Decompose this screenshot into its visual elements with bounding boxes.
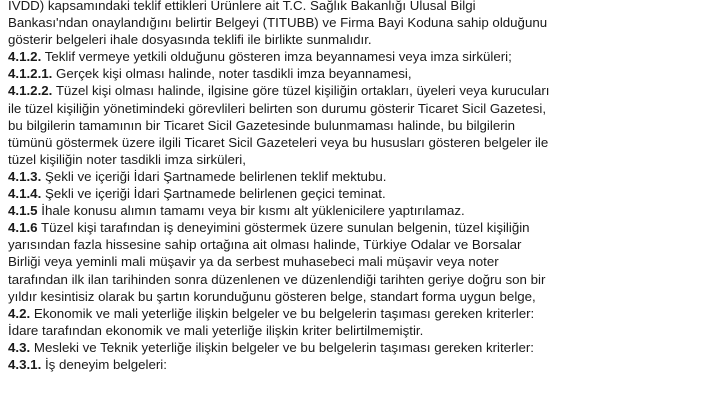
line-text: Ekonomik ve mali yeterliğe ilişkin belgeler ve bu belgelerin taşıması gereken kriterler:	[30, 305, 535, 321]
line-text: IVDD) kapsamındaki teklif ettikleri Ürünlere ait T.C. Sağlık Bakanlığı Ulusal Bilgi	[8, 0, 476, 13]
clause-number: 4.1.2.2.	[8, 83, 53, 99]
line-text: bu bilgilerin tamamının bir Ticaret Sicil Gazetesinde bulunmaması halinde, bu bilgilerin	[8, 117, 516, 133]
paragraph-line	[8, 65, 712, 82]
line-text: Bankası'ndan onaylandığını belirtir Belgeyi (TITUBB) ve Firma Bayi Koduna sahip olduğunu	[8, 15, 548, 31]
paragraph-line	[8, 134, 712, 151]
paragraph-line	[8, 185, 712, 202]
tender-specification-text	[8, 0, 712, 373]
line-text: yıldır kesintisiz olarak bu şartın korunduğunu gösteren belge, standart forma uygun belge,	[8, 288, 536, 304]
paragraph-line	[8, 151, 712, 168]
line-text: Şekli ve içeriği İdari Şartnamede belirlenen teklif mektubu.	[41, 168, 387, 184]
line-text: Tüzel kişi olması halinde, ilgisine göre tüzel kişiliğin ortakları, üyeleri veya kurucuları	[52, 83, 550, 99]
line-text: İhale konusu alımın tamamı veya bir kısmı alt yüklenicilere yaptırılamaz.	[37, 203, 465, 219]
line-text: Şekli ve içeriği İdari Şartnamede belirlenen geçici teminat.	[41, 186, 386, 202]
paragraph-line	[8, 339, 712, 356]
line-text: tüzel kişiliğin noter tasdikli imza sirküleri,	[8, 151, 246, 167]
paragraph-line	[8, 31, 712, 48]
line-text: tarafından ilk ilan tarihinden sonra düzenlenen ve düzenlendiği tarihten geriye doğru son bir	[8, 271, 546, 287]
paragraph-line	[8, 100, 712, 117]
paragraph-line	[8, 168, 712, 185]
paragraph-line	[8, 219, 712, 236]
line-text: İdare tarafından ekonomik ve mali yeterliğe ilişkin kriter belirtilmemiştir.	[8, 322, 424, 338]
line-text: İş deneyim belgeleri:	[41, 356, 167, 372]
paragraph-line	[8, 202, 712, 219]
clause-number: 4.1.3.	[8, 168, 42, 184]
line-text: Tüzel kişi tarafından iş deneyimini göstermek üzere sunulan belgenin, tüzel kişiliğin	[37, 220, 530, 236]
paragraph-line	[8, 288, 712, 305]
paragraph-line	[8, 236, 712, 253]
paragraph-line	[8, 271, 712, 288]
line-text: Mesleki ve Teknik yeterliğe ilişkin belgeler ve bu belgelerin taşıması gereken kriterler:	[30, 339, 534, 355]
paragraph-line	[8, 14, 712, 31]
clause-number: 4.1.2.1.	[8, 66, 53, 82]
clause-number: 4.2.	[8, 305, 31, 321]
line-text: tümünü göstermek üzere ilgili Ticaret Sicil Gazeteleri veya bu hususları gösteren belgeler ile	[8, 134, 549, 150]
paragraph-line	[8, 253, 712, 270]
line-text: Teklif vermeye yetkili olduğunu gösteren imza beyannamesi veya imza sirküleri;	[41, 49, 512, 65]
paragraph-line	[8, 48, 712, 65]
clause-number: 4.1.4.	[8, 186, 42, 202]
clause-number: 4.3.	[8, 339, 31, 355]
paragraph-line	[8, 117, 712, 134]
line-text: ile tüzel kişiliğin yönetimindeki görevlileri belirten son durumu gösterir Ticaret Sicil Gazetesi,	[8, 100, 547, 116]
paragraph-line	[8, 356, 712, 373]
paragraph-line	[8, 305, 712, 322]
paragraph-line	[8, 82, 712, 99]
line-text: Birliği veya yeminli mali müşavir ya da serbest muhasebeci mali müşavir veya noter	[8, 254, 499, 270]
clause-number: 4.3.1.	[8, 356, 42, 372]
line-text: yarısından fazla hissesine sahip ortağına ait olması halinde, Türkiye Odalar ve Borsalar	[8, 237, 522, 253]
line-text: Gerçek kişi olması halinde, noter tasdikli imza beyannamesi,	[52, 66, 412, 82]
clause-number: 4.1.6	[8, 220, 38, 236]
line-text: gösterir belgeleri ihale dosyasında teklifi ile birlikte sunmalıdır.	[8, 32, 372, 48]
clause-number: 4.1.5	[8, 203, 38, 219]
paragraph-line	[8, 0, 712, 14]
paragraph-line	[8, 322, 712, 339]
clause-number: 4.1.2.	[8, 49, 42, 65]
